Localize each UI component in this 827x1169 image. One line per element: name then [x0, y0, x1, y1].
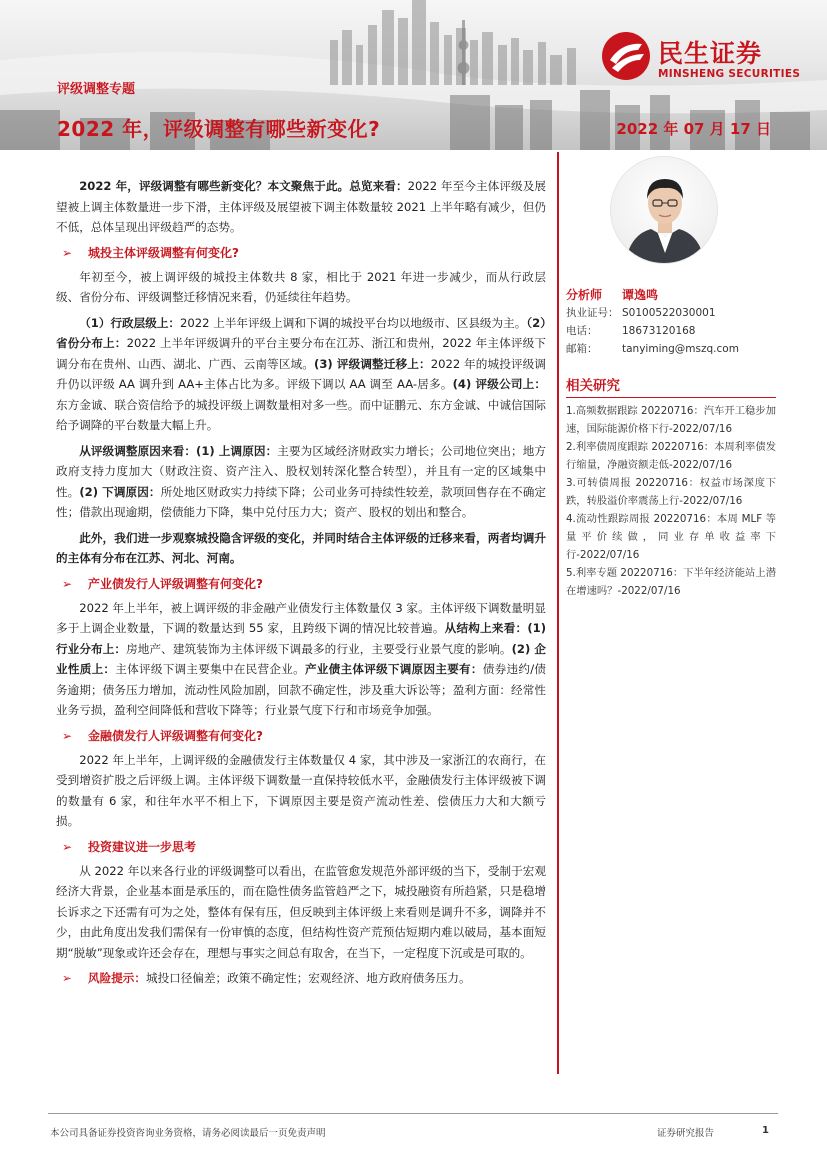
paragraph: [56, 313, 546, 436]
paragraph-text: 房地产、建筑装饰为主体评级下调最多的行业，主要受行业景气度的影响。: [126, 641, 512, 656]
license-row: [566, 304, 776, 322]
footer-report-type: 证券研究报告: [657, 1128, 715, 1139]
bold-text: （1）行政层级上：: [79, 315, 181, 330]
minsheng-logo: [600, 30, 805, 86]
arrow-bullet-icon: ➢: [62, 245, 73, 260]
section-heading-financial: [56, 726, 546, 746]
section-heading-investment: [56, 837, 546, 857]
analyst-row: [566, 286, 776, 304]
paragraph-text: 债券违约/债务逾期；债务压力增加，流动性风险加剧，回款不确定性，涉及重大诉讼等；盈利方面：经常性业务亏损，盈利空间降低和营收下降等；行业景气度下行和市场竞争加强。: [56, 662, 546, 717]
arrow-bullet-icon: ➢: [62, 971, 72, 985]
logo-english-name: MINSHENG SECURITIES: [658, 68, 801, 80]
section-title: 产业债发行人评级调整有何变化?: [88, 576, 263, 591]
bold-text: （2）省份分布上：: [56, 315, 546, 350]
page-number: 1: [762, 1125, 769, 1136]
paragraph: [56, 441, 546, 523]
email-row: [566, 340, 776, 358]
license-value: S0100522030001: [622, 307, 716, 319]
intro-text: 2022 年至今主体评级及展望被上调主体数量进一步下滑，主体评级及展望被下调主体数量较 2021 上半年略有减少，但仍不低，总体呈现出评级趋严的态势。: [56, 179, 546, 234]
section-heading-chengtou: [56, 243, 546, 263]
analyst-label: 分析师: [566, 288, 603, 302]
phone-label: 电话：: [566, 325, 598, 337]
paragraph-text: 主要为区域经济财政实力增长；公司地位突出；地方政府支持力度加大（财政注资、资产注入、股权划转深化整合转型），并且有一定的区域集中性。: [56, 443, 546, 499]
intro-paragraph: [56, 176, 546, 238]
minsheng-logo-mark-icon: [600, 30, 652, 82]
bold-text: (2) 下调原因：: [79, 484, 161, 499]
bold-text: 从结构上来看：(1) 行业分布上：: [56, 621, 546, 656]
paragraph-text: 2022 年上半年，上调评级的金融债发行主体数量仅 4 家，其中涉及一家浙江的农商行，在受到增资扩股之后评级上调。主体评级下调数量一直保持较低水平，金融债发行主体评级被下调的数量有 6 家，和往年水平不相上下，下调原因主要是资产流动性差、偿债压力大和大额亏损。: [56, 752, 546, 828]
license-label: 执业证号：: [566, 307, 619, 319]
paragraph-text: 从 2022 年以来各行业的评级调整可以看出，在监管愈发规范外部评级的当下，受制于宏观经济大背景，企业基本面是承压的，而在隐性债务监管趋严之下，城投融资有所趋紧，只是稳增长诉求之下还需有可为之处，整体有保有压，但反映到主体评级上来看则是调升不多，调降并不少，由此角度出发我们需保有一份审慎的态度，但结构性资产荒预估短期内难以破局，基本面短期“脱敏”现象或许还会存在，理想与事实之间总有取舍，在当下，一定程度下沉或是可取的。: [56, 863, 546, 960]
related-item[interactable]: 4.流动性跟踪周报 20220716：本周 MLF 等量平价续做，同业存单收益率下行-2022/07/16: [566, 513, 776, 561]
paragraph: [56, 861, 546, 964]
paragraph: [56, 267, 546, 308]
section-title: 城投主体评级调整有何变化?: [88, 245, 239, 260]
header-banner: [0, 0, 827, 150]
related-research: [566, 374, 776, 600]
related-item[interactable]: 5.利率专题 20220716：下半年经济能站上潜在增速吗？-2022/07/16: [566, 567, 776, 597]
paragraph-text: 主体评级下调主要集中在民营企业。: [115, 662, 305, 676]
risk-warning: [56, 968, 546, 988]
main-content: [56, 176, 546, 988]
paragraph: [56, 528, 546, 569]
bold-text: (4) 评级公司上：: [452, 377, 547, 391]
report-type-tag: 评级调整专题: [57, 82, 136, 97]
arrow-bullet-icon: ➢: [62, 839, 73, 854]
logo-chinese-name: 民生证券: [658, 39, 763, 68]
email-value[interactable]: tanyiming@mszq.com: [622, 343, 739, 355]
risk-text: 城投口径偏差；政策不确定性；宏观经济、地方政府债务压力。: [145, 971, 471, 985]
bold-text: 从评级调整原因来看：(1) 上调原因：: [79, 443, 278, 458]
footer-divider: [48, 1113, 778, 1114]
bold-text: 产业债主体评级下调原因主要有：: [304, 662, 483, 676]
related-item[interactable]: 1.高频数据跟踪 20220716：汽车开工稳步加速，国际能源价格下行-2022/07/16: [566, 405, 776, 435]
arrow-bullet-icon: ➢: [62, 576, 73, 591]
section-title: 金融债发行人评级调整有何变化?: [88, 728, 263, 743]
analyst-name: 谭逸鸣: [622, 288, 659, 302]
bold-text: (2) 企业性质上：: [56, 641, 546, 676]
report-date: 2022 年 07 月 17 日: [616, 120, 771, 138]
risk-label: 风险提示：: [88, 971, 146, 985]
phone-value: 18673120168: [622, 325, 696, 337]
column-divider: [557, 152, 559, 1074]
paragraph-text: 年初至今，被上调评级的城投主体数共 8 家，相比于 2021 年进一步减少，而从行政层级、省份分布、评级调整迁移情况来看，仍延续往年趋势。: [56, 269, 546, 304]
paragraph-text: 2022 年的城投评级调升仍以评级 AA 调升到 AA+主体占比为多。评级下调以 AA 调至 AA-居多。: [56, 356, 546, 391]
phone-row: [566, 322, 776, 340]
section-heading-industrial: [56, 574, 546, 594]
paragraph: [56, 750, 546, 832]
paragraph-text: 所处地区财政实力持续下降；公司业务可持续性较差，款项回售存在不确定性；借款出现逾期，偿债能力下降，集中兑付压力大；资产、股权的划出和整合。: [56, 484, 546, 519]
analyst-portrait-icon: [611, 157, 718, 264]
paragraph: [56, 598, 546, 721]
arrow-bullet-icon: ➢: [62, 728, 73, 743]
email-label: 邮箱：: [566, 343, 598, 355]
footer-disclaimer: 本公司具备证券投资咨询业务资格，请务必阅读最后一页免责声明: [50, 1128, 326, 1139]
related-research-title: 相关研究: [566, 374, 776, 398]
paragraph-text: 2022 上半年评级上调和下调的城投平台均以地级市、区县级为主。: [180, 315, 527, 330]
report-title: 2022 年，评级调整有哪些新变化?: [57, 117, 381, 141]
analyst-info: [566, 286, 776, 358]
intro-bold: 2022 年，评级调整有哪些新变化？本文聚焦于此。总览来看：: [79, 179, 408, 193]
paragraph-text: 东方金诚、联合资信给予的城投评级上调数量相对多一些。而中证鹏元、东方金诚、中诚信国际给予调降的平台数量大幅上升。: [56, 397, 546, 432]
analyst-photo: [610, 156, 718, 264]
bold-text: 此外，我们进一步观察城投隐含评级的变化，并同时结合主体评级的迁移来看，两者均调升的主体有分布在江苏、河北、河南。: [56, 530, 546, 565]
bold-text: (3) 评级调整迁移上：: [314, 356, 431, 371]
paragraph-text: 2022 上半年评级调升的平台主要分布在江苏、浙江和贵州，2022 年主体评级下调分布在贵州、山西、湖北、广西、云南等区域。: [56, 336, 546, 371]
related-item[interactable]: 3.可转债周报 20220716：权益市场深度下跌，转股溢价率震荡上行-2022/07/16: [566, 477, 776, 507]
section-title: 投资建议进一步思考: [88, 839, 197, 854]
related-item[interactable]: 2.利率债周度跟踪 20220716：本周利率债发行缩量，净融资额走低-2022/07/16: [566, 441, 776, 471]
paragraph-text: 2022 年上半年，被上调评级的非金融产业债发行主体数量仅 3 家。主体评级下调数量明显多于上调企业数量，下调的数量达到 55 家，且跨级下调的情况比较普遍。: [56, 600, 546, 635]
